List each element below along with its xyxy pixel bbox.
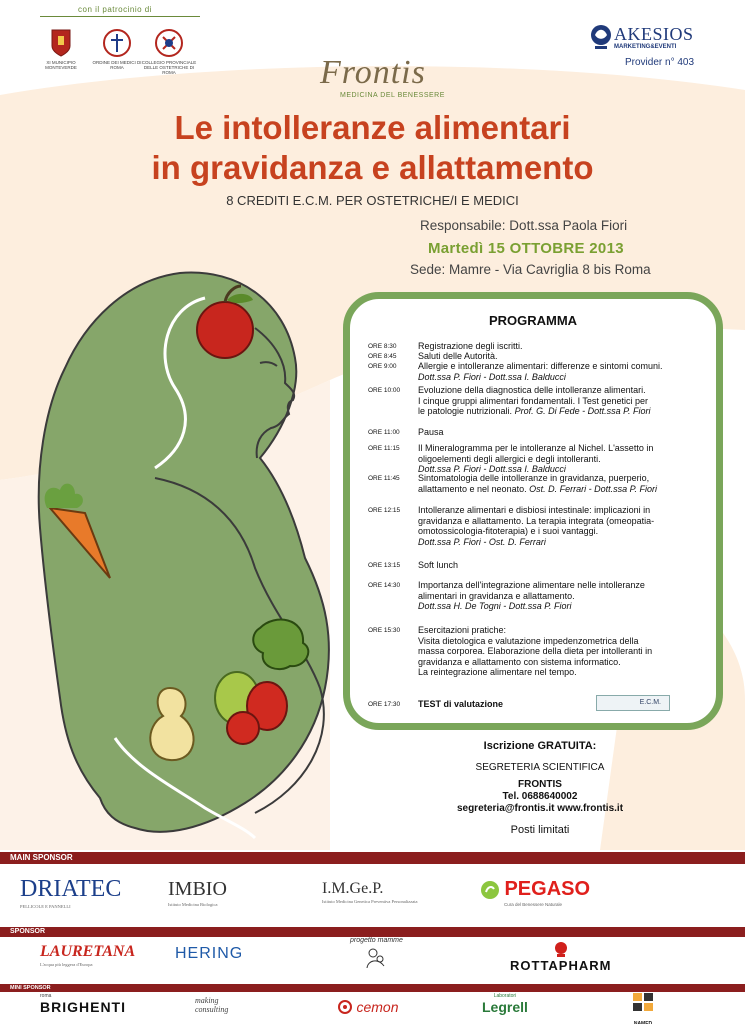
programma-line-text: Visita dietologica e valutazione impedenzometrica della <box>418 635 639 646</box>
cemon-logo <box>338 998 398 1016</box>
programma-test: TEST di valutazione <box>418 699 504 709</box>
lauretana-sub: L'acqua più leggera d'Europa <box>40 962 93 967</box>
programma-title: PROGRAMMA <box>488 313 578 328</box>
brighenti-logo <box>40 993 126 1017</box>
programma-time: ORE 12:15 <box>368 507 401 514</box>
programma-time: ORE 10:00 <box>368 387 401 394</box>
secretariat-phone[interactable]: Tel. 0688640002 <box>502 791 578 802</box>
programma-line <box>418 361 703 372</box>
programma-line-text: Registrazione degli iscritti. <box>418 341 523 351</box>
frontis-logo <box>300 54 460 104</box>
programma-time: ORE 17:30 <box>368 701 401 708</box>
programma-line-text: Evoluzione della diagnostica delle intolleranze alimentari. <box>418 385 646 395</box>
imblo-logo <box>168 878 227 907</box>
pregnant-woman-illustration <box>5 268 345 843</box>
frontis-name: Frontis <box>320 54 426 91</box>
legrell-pre: Laboratori <box>493 993 517 999</box>
named-text: NAMED <box>633 1021 653 1024</box>
programma-line <box>418 505 703 516</box>
programma-speakers: Dott.ssa P. Fiori - Dott.ssa I. Balducci <box>418 464 566 474</box>
progetto-mamme-text: progetto mamme <box>350 937 403 944</box>
ordine-medici-seal-icon <box>102 28 132 58</box>
programma-time: ORE 11:45 <box>368 475 400 482</box>
sponsor-area <box>0 937 745 984</box>
programma-line-text: Pausa <box>418 427 444 437</box>
posti-limitati: Posti limitati <box>510 824 570 836</box>
programma-line <box>418 560 703 571</box>
programma-line <box>418 625 703 636</box>
named-emblem-icon <box>632 992 654 1012</box>
programma-line <box>418 396 703 407</box>
programma-text <box>418 385 703 417</box>
collegio-ostetriche-seal-icon <box>154 28 184 58</box>
programma-time: ORE 9:00 <box>368 363 397 370</box>
pegaso-text: PEGASO <box>504 878 591 900</box>
legrell-logo <box>482 993 528 1017</box>
programma-line-text: Saluti delle Autorità. <box>418 351 498 361</box>
ecm-badge: E.C.M. <box>596 695 670 711</box>
programma-line <box>418 385 703 396</box>
main-sponsor-bar: MAIN SPONSOR <box>0 852 745 864</box>
patronage-label: con il patrocinio di <box>78 5 153 14</box>
akesios-emblem-icon <box>590 24 612 50</box>
programma-line <box>418 427 703 438</box>
programma-speakers: Dott.ssa H. De Togni - Dott.ssa P. Fiori <box>418 601 572 611</box>
mini-sponsor-bar: MINI SPONSOR <box>0 984 745 992</box>
imblo-sub: Istituto Medicina Biologica <box>168 902 218 907</box>
programma-line <box>418 526 703 537</box>
registration-title: Iscrizione GRATUITA: <box>483 740 597 752</box>
programma-line <box>418 473 703 484</box>
programma-line-text: Sintomatologia delle intolleranze in gravidanza, puerperio, <box>418 473 650 483</box>
programma-line-text: alimentari in gravidanza e allattamento. <box>418 590 575 601</box>
brighenti-text: BRIGHENTI <box>40 999 126 1015</box>
title-line-1: Le intolleranze alimentari <box>174 109 571 146</box>
rottapharm-emblem-icon <box>554 941 568 957</box>
driatec-sub: PELLICOLE E PANNELLI <box>20 904 71 909</box>
programma-line <box>418 351 703 362</box>
programma-time: ORE 11:15 <box>368 445 400 452</box>
imgep-text: I.M.Ge.P. <box>322 880 384 897</box>
main-sponsor-area <box>0 864 745 926</box>
municipio-crest-icon <box>50 28 72 58</box>
programma-time: ORE 14:30 <box>368 582 401 589</box>
akesios-name: AKESIOS <box>614 24 694 44</box>
programma-text <box>418 443 703 475</box>
cemon-text: cemon <box>356 998 399 1015</box>
akesios-subtitle: MARKETING&EVENTI <box>614 44 677 50</box>
programma-text <box>418 560 703 571</box>
programma-line-text: gravidanza e allattamento. La terapia integrata (omeopatia- <box>418 515 655 526</box>
programma-text <box>418 473 703 494</box>
provider-number: Provider n° 403 <box>625 57 695 68</box>
frontis-tagline: MEDICINA DEL BENESSERE <box>340 92 445 99</box>
programma-line <box>418 341 703 352</box>
programma-text <box>418 341 703 352</box>
programma-line-text: allattamento e nel neonato. <box>418 483 527 494</box>
programma-speakers: Prof. G. Di Fede - Dott.ssa P. Fiori <box>514 406 651 416</box>
pegaso-emblem-icon <box>480 880 500 900</box>
programma-line-text: le patologie nutrizionali. <box>418 406 513 416</box>
programma-line-text: Allergie e intolleranze alimentari: differenze e sintomi comuni. <box>418 361 663 371</box>
programma-text <box>418 351 703 362</box>
driatec-text: DRIATEC <box>20 876 122 902</box>
programma-text <box>418 361 703 382</box>
programma-time: ORE 13:15 <box>368 562 401 569</box>
ecm-credits-subtitle: 8 CREDITI E.C.M. PER OSTETRICHE/I E MEDICI <box>226 193 519 208</box>
brighenti-pre: roma <box>40 993 52 999</box>
rottapharm-logo <box>510 941 611 975</box>
mini-sponsor-area <box>0 992 745 1024</box>
programma-line <box>418 591 703 602</box>
programma-speakers: Dott.ssa P. Fiori - Dott.ssa I. Balducci <box>418 371 566 382</box>
programma-line-text: Soft lunch <box>418 560 459 570</box>
event-date: Martedì 15 OTTOBRE 2013 <box>428 240 624 257</box>
programma-line-text: oligoelementi degli allergici e degli intolleranti. <box>418 453 601 464</box>
programma-line <box>418 657 703 668</box>
lauretana-logo <box>40 943 135 967</box>
cemon-emblem-icon <box>338 1000 352 1014</box>
programma-line <box>418 406 703 417</box>
programma-line-text: gravidanza e allattamento con sistema informatico. <box>418 656 621 667</box>
programma-line-text: La reintegrazione alimentare nel tempo. <box>418 667 577 677</box>
secretariat-org: FRONTIS <box>518 779 562 790</box>
programma-time: ORE 11:00 <box>368 429 400 436</box>
title-line-2: in gravidanza e allattamento <box>151 149 594 186</box>
lauretana-text: LAURETANA <box>40 943 136 960</box>
imgep-logo <box>322 880 417 904</box>
programma-box <box>343 292 723 730</box>
hering-logo: HERING <box>175 945 244 962</box>
programma-text <box>418 505 703 547</box>
programma-text <box>418 427 703 438</box>
legrell-text: Legrell <box>482 999 528 1015</box>
programma-line-text: omotossicologia-fitoterapia) e i suoi vantaggi. <box>418 526 599 536</box>
programma-line <box>418 636 703 647</box>
rottapharm-text: ROTTAPHARM <box>510 958 612 973</box>
pegaso-sub: Cura del Benessere Naturale <box>504 902 563 907</box>
progetto-mamme-logo <box>350 937 403 970</box>
imblo-text: IMBIO <box>168 878 227 900</box>
ordine-medici-caption: ORDINE DEI MEDICI DI ROMA <box>92 60 142 70</box>
municipio-caption: XI MUNICIPIO MONTEVERDE <box>45 60 77 70</box>
programma-line-text: massa corporea. Elaborazione della dieta per intolleranti in <box>418 646 653 656</box>
programma-line-text: I cinque gruppi alimentari fondamentali. I Test genetici per <box>418 395 648 406</box>
programma-line <box>418 646 703 657</box>
programma-line <box>418 443 703 454</box>
named-logo <box>632 992 654 1024</box>
programma-line <box>418 484 703 495</box>
programma-time: ORE 15:30 <box>368 627 401 634</box>
event-venue: Sede: Mamre - Via Cavriglia 8 bis Roma <box>410 262 651 277</box>
responsabile: Responsabile: Dott.ssa Paola Fiori <box>420 218 628 233</box>
programma-line-text: Importanza dell'integrazione alimentare nelle intolleranze <box>418 580 645 590</box>
programma-line-text: Intolleranze alimentari e disbiosi intestinale: implicazioni in <box>418 505 651 515</box>
programma-line-text: Il Mineralogramma per le intolleranze al Nichel. L'assetto in <box>418 443 654 453</box>
programma-text <box>418 580 703 612</box>
collegio-ostetriche-logo <box>138 28 200 75</box>
programma-line <box>418 454 703 465</box>
pegaso-logo <box>480 878 590 907</box>
secretariat-contacts[interactable]: segreteria@frontis.it www.frontis.it <box>456 803 624 814</box>
programma-time: ORE 8:45 <box>368 353 397 360</box>
programma-time: ORE 8:30 <box>368 343 397 350</box>
collegio-ostetriche-caption: COLLEGIO PROVINCIALE DELLE OSTETRICHE DI ROMA <box>141 60 197 75</box>
mother-child-icon <box>364 946 388 970</box>
secretariat-label: SEGRETERIA SCIENTIFICA <box>475 762 605 773</box>
municipio-logo <box>30 28 92 70</box>
programma-text <box>418 625 703 678</box>
programma-speakers: Dott.ssa P. Fiori - Ost. D. Ferrari <box>418 536 546 547</box>
programma-text <box>418 699 703 710</box>
programma-line <box>418 667 703 678</box>
driatec-logo <box>20 876 121 909</box>
programma-line-text: Esercitazioni pratiche: <box>418 625 507 635</box>
making-consulting-logo: making consulting <box>195 996 229 1014</box>
programma-line <box>418 580 703 591</box>
programma-speakers: Ost. D. Ferrari - Dott.ssa P. Fiori <box>529 483 657 494</box>
patronage-divider <box>40 16 200 17</box>
sponsor-bar: SPONSOR <box>0 927 745 937</box>
programma-line <box>418 516 703 527</box>
imgep-sub: Istituto Medicina Genetica Preventiva Personalizzata <box>322 899 418 904</box>
